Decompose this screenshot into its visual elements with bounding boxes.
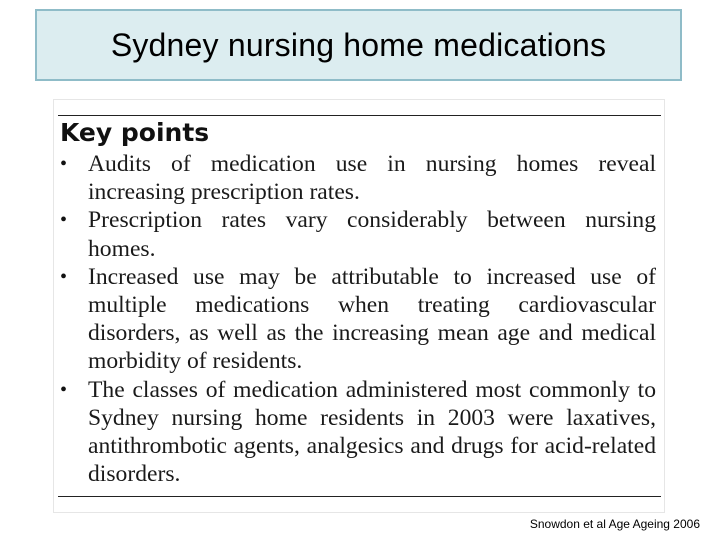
slide-title-box [35,9,682,81]
bullet-icon: • [60,209,68,232]
bullet-icon: • [60,378,68,401]
bullet-icon: • [60,153,68,175]
key-point-item [54,263,656,376]
key-point-text: The classes of medication administered most commonly to Sydney nursing home residents in 2003 were laxatives, antithrombotic agents, analgesics and drugs for acid-related disorders. [88,376,656,488]
key-point-item [54,150,656,206]
citation-credit: Snowdon et al Age Ageing 2006 [529,517,700,531]
key-point-item [54,376,656,489]
key-point-text: Increased use may be attributable to increased use of multiple medications when treating cardiovascular disorders, as well as the increasing mean age and medical morbidity of residents. [88,263,656,375]
key-points-list [54,150,656,488]
key-points-figure [53,99,665,513]
key-point-text: Audits of medication use in nursing homes reveal increasing prescription rates. [88,151,656,206]
bullet-icon: • [60,265,68,288]
key-points-heading: Key points [60,118,210,147]
top-rule [58,115,661,116]
bottom-rule [58,496,661,497]
key-point-text: Prescription rates vary considerably between nursing homes. [88,207,656,262]
slide-title: Sydney nursing home medications [110,26,607,63]
key-point-item [54,206,656,262]
